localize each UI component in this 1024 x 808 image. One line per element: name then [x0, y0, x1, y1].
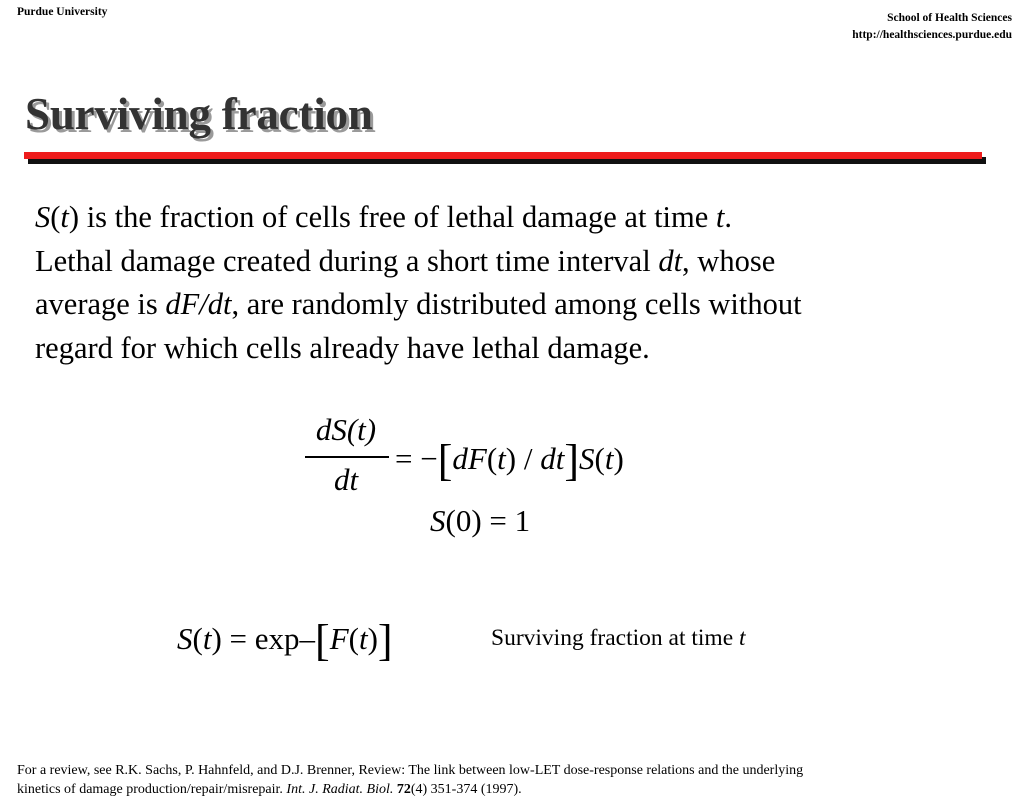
- body-line-2: Lethal damage created during a short time interval dt, whose: [35, 243, 776, 278]
- title-rule: [24, 152, 982, 159]
- body-line-3: average is dF/dt, are randomly distributed among cells without: [35, 287, 802, 321]
- footnote-line-2: kinetics of damage production/repair/misrepair. Int. J. Radiat. Biol. 72(4) 351-374 (1997).: [17, 782, 522, 797]
- header-school-url: http://healthsciences.purdue.edu: [852, 29, 1012, 41]
- header-school: [852, 10, 1012, 44]
- header-university: Purdue University: [17, 6, 108, 18]
- body-line-4: regard for which cells already have lethal damage.: [35, 330, 650, 365]
- body-line-1: S(t) is the fraction of cells free of lethal damage at time t.: [35, 200, 733, 234]
- header-school-name: School of Health Sciences: [887, 12, 1012, 24]
- equation-caption: Surviving fraction at time t: [491, 625, 746, 651]
- equation-initial-condition: S(0) = 1: [430, 503, 531, 538]
- fraction-bar: [305, 456, 389, 458]
- fraction-numerator: dS(t): [315, 412, 377, 447]
- footnote-reference: [17, 761, 1007, 799]
- equation-differential: [303, 410, 703, 500]
- slide-title: Surviving fraction: [25, 89, 373, 139]
- fraction-denominator: dt: [333, 462, 359, 497]
- slide-body: [35, 196, 975, 370]
- footnote-line-1: For a review, see R.K. Sachs, P. Hahnfeld, and D.J. Brenner, Review: The link between low-LET dose-response relations and the underlying: [17, 763, 804, 778]
- equation-solution: S(t) = exp–[F(t)]: [177, 616, 393, 665]
- equation-rhs: = −[dF(t) / dt]S(t): [395, 436, 624, 485]
